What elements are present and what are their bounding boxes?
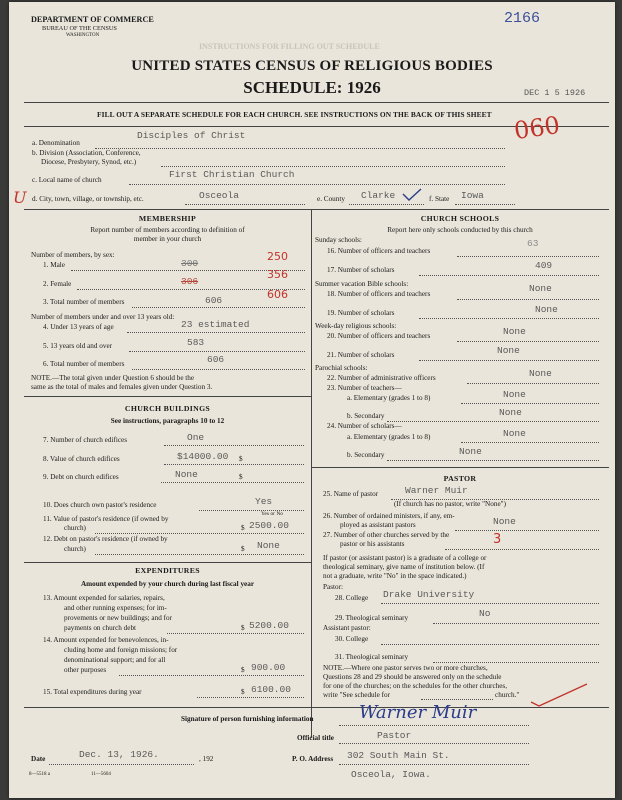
pastor-college-line xyxy=(381,603,599,604)
pastor-college-value: Drake University xyxy=(383,589,475,600)
bureau-heading: BUREAU OF THE CENSUS xyxy=(42,25,117,32)
male-red-value: 250 xyxy=(267,250,288,263)
county-line xyxy=(349,204,424,205)
parochial-schools-label: Parochial schools: xyxy=(315,364,368,372)
residence-debt-value: None xyxy=(257,540,280,551)
other-churches-red-value: 3 xyxy=(493,532,502,547)
female-label: 2. Female xyxy=(43,280,72,288)
membership-note-2: same as the total of males and females given under Question 3. xyxy=(31,383,213,391)
po-address-value-2: Osceola, Iowa. xyxy=(351,769,431,780)
summer-schools-label: Summer vacation Bible schools: xyxy=(315,280,409,288)
red-code-mark: 060 xyxy=(512,110,562,146)
residence-value-value: 2500.00 xyxy=(249,520,289,531)
graduate-note-2: theological seminary, give name of institution below. (If xyxy=(323,563,485,571)
q16-value: 63 xyxy=(527,238,539,249)
separate-schedule-instruction: FILL OUT A SEPARATE SCHEDULE FOR EACH CHURCH. SEE INSTRUCTIONS ON THE BACK OF THIS SHEET xyxy=(97,110,492,119)
po-address-value-1: 302 South Main St. xyxy=(347,750,450,761)
assistant-seminary-label: 31. Theological seminary xyxy=(335,653,409,661)
denomination-value: Disciples of Christ xyxy=(137,130,246,141)
members-by-sex-label: Number of members, by sex: xyxy=(31,251,115,259)
running-expenses-label-2: and other running expenses; for im- xyxy=(64,604,167,612)
q23b-label: b. Secondary xyxy=(347,412,385,420)
buildings-subtitle: See instructions, paragraphs 10 to 12 xyxy=(110,417,225,425)
local-name-value: First Christian Church xyxy=(169,169,295,180)
q20-line xyxy=(457,341,599,342)
expenditures-title: EXPENDITURES xyxy=(135,566,200,575)
other-churches-label-2: pastor or his assistants xyxy=(340,540,405,548)
q18-label: 18. Number of officers and teachers xyxy=(327,290,431,298)
edifice-value-label: 8. Value of church edifices xyxy=(43,455,120,463)
benevolences-line xyxy=(119,675,304,676)
total-members-red: 606 xyxy=(267,288,288,301)
total-expenditures-line xyxy=(197,697,304,698)
under-13-label: 4. Under 13 years of age xyxy=(43,323,114,331)
city-label: d. City, town, village, or township, etc. xyxy=(32,195,144,203)
official-title-value: Pastor xyxy=(377,730,412,741)
signature-value: Warner Muir xyxy=(359,702,477,723)
city-heading: WASHINGTON xyxy=(66,33,100,38)
city-value: Osceola xyxy=(199,190,239,201)
over-13-value: 583 xyxy=(187,337,205,348)
membership-intro-1: Report number of members according to definition of xyxy=(90,226,245,234)
pastor-note-1: NOTE.—Where one pastor serves two or more churches, xyxy=(323,664,488,672)
residence-value-line xyxy=(95,533,304,534)
total-members-line xyxy=(132,307,305,308)
assistant-ministers-line xyxy=(455,530,599,531)
q23a-label: a. Elementary (grades 1 to 8) xyxy=(347,394,431,402)
residence-debt-label-1: 12. Debt on pastor's residence (if owned by xyxy=(43,535,168,543)
q24a-value: None xyxy=(503,428,526,439)
denomination-label: a. Denomination xyxy=(32,139,80,147)
county-value: Clarke xyxy=(361,190,396,201)
under-13-value: 23 estimated xyxy=(181,319,250,330)
date-value: Dec. 13, 1926. xyxy=(79,749,159,760)
owns-residence-label: 10. Does church own pastor's residence xyxy=(43,501,157,509)
weekday-schools-label: Week-day religious schools: xyxy=(315,322,397,330)
running-expenses-label-4: payments on church debt xyxy=(64,624,137,632)
running-expenses-line xyxy=(167,633,304,634)
pastor-seminary-label: 29. Theological seminary xyxy=(335,614,409,622)
pastor-note-line xyxy=(421,699,493,700)
pastor-seminary-value: No xyxy=(479,608,491,619)
membership-intro-2: member in your church xyxy=(133,235,202,243)
over-13-line xyxy=(129,351,305,352)
q24-label: 24. Number of scholars— xyxy=(327,422,402,430)
form-title: UNITED STATES CENSUS OF RELIGIOUS BODIES xyxy=(131,58,493,74)
county-check-icon xyxy=(401,188,423,202)
q20-value: None xyxy=(503,326,526,337)
q20-label: 20. Number of officers and teachers xyxy=(327,332,431,340)
q17-line xyxy=(419,275,599,276)
pastor-note-3: for one of the churches; on the schedules for the other churches, xyxy=(323,682,508,690)
benevolences-label-4: other purposes xyxy=(64,666,107,674)
department-heading: DEPARTMENT OF COMMERCE xyxy=(31,15,154,24)
schools-intro: Report here only schools conducted by this church xyxy=(387,226,533,234)
assistant-college-line xyxy=(381,644,599,645)
form-number-2: 11—5604 xyxy=(91,772,111,777)
running-expenses-label-3: provements or new buildings; and for xyxy=(64,614,172,622)
q24b-value: None xyxy=(459,446,482,457)
male-typed-value: 300 xyxy=(181,258,199,269)
benevolences-dollar: $ xyxy=(241,666,245,674)
local-name-label: c. Local name of church xyxy=(32,176,102,184)
q23a-line xyxy=(461,403,599,404)
q23a-value: None xyxy=(503,389,526,400)
assistant-seminary-line xyxy=(433,662,599,663)
city-line xyxy=(185,204,305,205)
total-members-age-value: 606 xyxy=(207,354,225,365)
owns-residence-line xyxy=(199,510,304,511)
pastor-seminary-line xyxy=(433,623,599,624)
q16-line xyxy=(457,256,599,257)
form-number: 8—5518 a xyxy=(29,772,50,777)
date-line xyxy=(49,764,194,765)
form-schedule-year: SCHEDULE: 1926 xyxy=(243,78,381,97)
q23b-line xyxy=(387,421,599,422)
q21-label: 21. Number of scholars xyxy=(327,351,395,359)
residence-value-label-1: 11. Value of pastor's residence (if owned by xyxy=(43,515,169,523)
residence-debt-dollar: $ xyxy=(241,545,245,553)
schools-bottom-rule xyxy=(311,467,609,468)
running-expenses-label-1: 13. Amount expended for salaries, repairs, xyxy=(43,594,165,602)
q19-label: 19. Number of scholars xyxy=(327,309,395,317)
membership-note-1: NOTE.—The total given under Question 6 should be the xyxy=(31,374,195,382)
q23-label: 23. Number of teachers— xyxy=(327,384,402,392)
official-title-line xyxy=(339,743,529,744)
residence-value-dollar: $ xyxy=(241,524,245,532)
assistant-ministers-value: None xyxy=(493,516,516,527)
q18-line xyxy=(457,299,599,300)
margin-check-mark: U xyxy=(13,188,27,207)
owns-residence-value: Yes xyxy=(255,496,273,507)
benevolences-label-3: denominational support; and for all xyxy=(64,656,166,664)
state-line xyxy=(455,204,515,205)
header-rule-top xyxy=(24,102,609,103)
official-title-label: Official title xyxy=(297,734,334,742)
expenditures-subtitle: Amount expended by your church during last fiscal year xyxy=(80,580,255,588)
edifices-count-line xyxy=(164,445,304,446)
local-name-line xyxy=(129,184,505,185)
total-members-label: 3. Total number of members xyxy=(43,298,125,306)
pastor-college-label: 28. College xyxy=(335,594,369,602)
residence-debt-line xyxy=(95,554,304,555)
membership-title: MEMBERSHIP xyxy=(138,214,197,223)
q21-value: None xyxy=(497,345,520,356)
q17-value: 409 xyxy=(535,260,553,271)
residence-debt-label-2: church) xyxy=(64,545,86,553)
male-label: 1. Male xyxy=(43,261,65,269)
q22-line xyxy=(467,383,599,384)
graduate-note-3: not a graduate, write "No" in the space indicated.) xyxy=(323,572,467,580)
assistant-pastor-subhead: Assistant pastor: xyxy=(323,624,371,632)
q23b-value: None xyxy=(499,407,522,418)
yes-or-no-hint: Yes or No xyxy=(261,511,284,517)
q24b-line xyxy=(387,460,599,461)
red-check-icon xyxy=(529,682,589,708)
pastor-name-note: (If church has no pastor, write "None") xyxy=(394,500,506,508)
pastor-note-2: Questions 28 and 29 should be answered only on the schedule xyxy=(323,673,502,681)
pastor-note-5: church." xyxy=(495,691,520,699)
buildings-bottom-rule xyxy=(24,562,311,563)
q16-label: 16. Number of officers and teachers xyxy=(327,247,431,255)
under-13-line xyxy=(127,332,305,333)
q24a-label: a. Elementary (grades 1 to 8) xyxy=(347,433,431,441)
division-label-2: Diocese, Presbytery, Synod, etc.) xyxy=(41,158,137,166)
q18-value: None xyxy=(529,283,552,294)
date-year: , 192 xyxy=(199,755,214,763)
q19-line xyxy=(419,318,599,319)
schedule-number-stamp: 2166 xyxy=(504,10,541,27)
census-schedule-sheet xyxy=(9,2,615,798)
edifice-debt-label: 9. Debt on church edifices xyxy=(43,473,119,481)
running-expenses-value: 5200.00 xyxy=(249,620,289,631)
benevolences-label-1: 14. Amount expended for benevolences, in- xyxy=(43,636,169,644)
q17-label: 17. Number of scholars xyxy=(327,266,395,274)
received-date-stamp: DEC 1 5 1926 xyxy=(524,88,586,98)
section-grid-top-rule xyxy=(24,209,609,210)
female-typed-value: 306 xyxy=(181,276,199,287)
po-address-line xyxy=(339,764,529,765)
benevolences-label-2: cluding home and foreign missions; for xyxy=(64,646,178,654)
total-members-age-label: 6. Total number of members xyxy=(43,360,125,368)
total-expenditures-value: 6100.00 xyxy=(251,684,291,695)
total-expenditures-dollar: $ xyxy=(241,688,245,696)
graduate-note-1: If pastor (or assistant pastor) is a graduate of a college or xyxy=(323,554,487,562)
state-label: f. State xyxy=(429,195,450,203)
denomination-line xyxy=(95,148,505,149)
total-members-age-line xyxy=(132,369,305,370)
q19-value: None xyxy=(535,304,558,315)
assistant-college-label: 30. College xyxy=(335,635,369,643)
benevolences-value: 900.00 xyxy=(251,662,286,673)
edifice-debt-value: None xyxy=(175,469,198,480)
schools-title: CHURCH SCHOOLS xyxy=(420,214,500,223)
division-label-1: b. Division (Association, Conference, xyxy=(32,149,141,157)
running-expenses-dollar: $ xyxy=(241,624,245,632)
edifice-value-dollar: $ xyxy=(239,455,243,463)
under-over-label: Number of members under and over 13 years old: xyxy=(31,313,175,321)
sunday-schools-label: Sunday schools: xyxy=(315,236,362,244)
signature-line xyxy=(339,725,529,726)
pastor-title: PASTOR xyxy=(443,474,477,483)
female-red-value: 356 xyxy=(267,268,288,281)
signature-label: Signature of person furnishing information xyxy=(181,715,314,723)
assistant-ministers-label-1: 26. Number of ordained ministers, if any, em- xyxy=(323,512,455,520)
pastor-subhead: Pastor: xyxy=(323,583,343,591)
pastor-name-value: Warner Muir xyxy=(405,485,468,496)
over-13-label: 5. 13 years old and over xyxy=(43,342,113,350)
total-expenditures-label: 15. Total expenditures during year xyxy=(43,688,142,696)
buildings-title: CHURCH BUILDINGS xyxy=(124,404,211,413)
date-label: Date xyxy=(31,755,46,763)
other-churches-label-1: 27. Number of other churches served by the xyxy=(323,531,450,539)
division-line xyxy=(161,166,505,167)
edifice-value-line xyxy=(164,464,304,465)
other-churches-line xyxy=(445,549,599,550)
q22-value: None xyxy=(529,368,552,379)
edifice-value-value: $14000.00 xyxy=(177,451,229,462)
total-members-typed: 606 xyxy=(205,295,223,306)
edifice-debt-line xyxy=(161,482,304,483)
residence-value-label-2: church) xyxy=(64,524,86,532)
edifices-count-label: 7. Number of church edifices xyxy=(43,436,128,444)
pastor-note-4: write "See schedule for xyxy=(323,691,390,699)
edifices-count-value: One xyxy=(187,432,205,443)
state-value: Iowa xyxy=(461,190,484,201)
signature-top-rule xyxy=(24,707,609,708)
q21-line xyxy=(419,360,599,361)
membership-bottom-rule xyxy=(24,396,311,397)
assistant-ministers-label-2: ployed as assistant pastors xyxy=(340,521,416,529)
q24b-label: b. Secondary xyxy=(347,451,385,459)
q24a-line xyxy=(461,442,599,443)
pastor-name-label: 25. Name of pastor xyxy=(323,490,379,498)
po-address-label: P. O. Address xyxy=(292,755,334,763)
bleed-through-text: INSTRUCTIONS FOR FILLING OUT SCHEDULE xyxy=(199,42,380,51)
county-label: e. County xyxy=(317,195,345,203)
edifice-debt-dollar: $ xyxy=(239,473,243,481)
q22-label: 22. Number of administrative officers xyxy=(327,374,436,382)
